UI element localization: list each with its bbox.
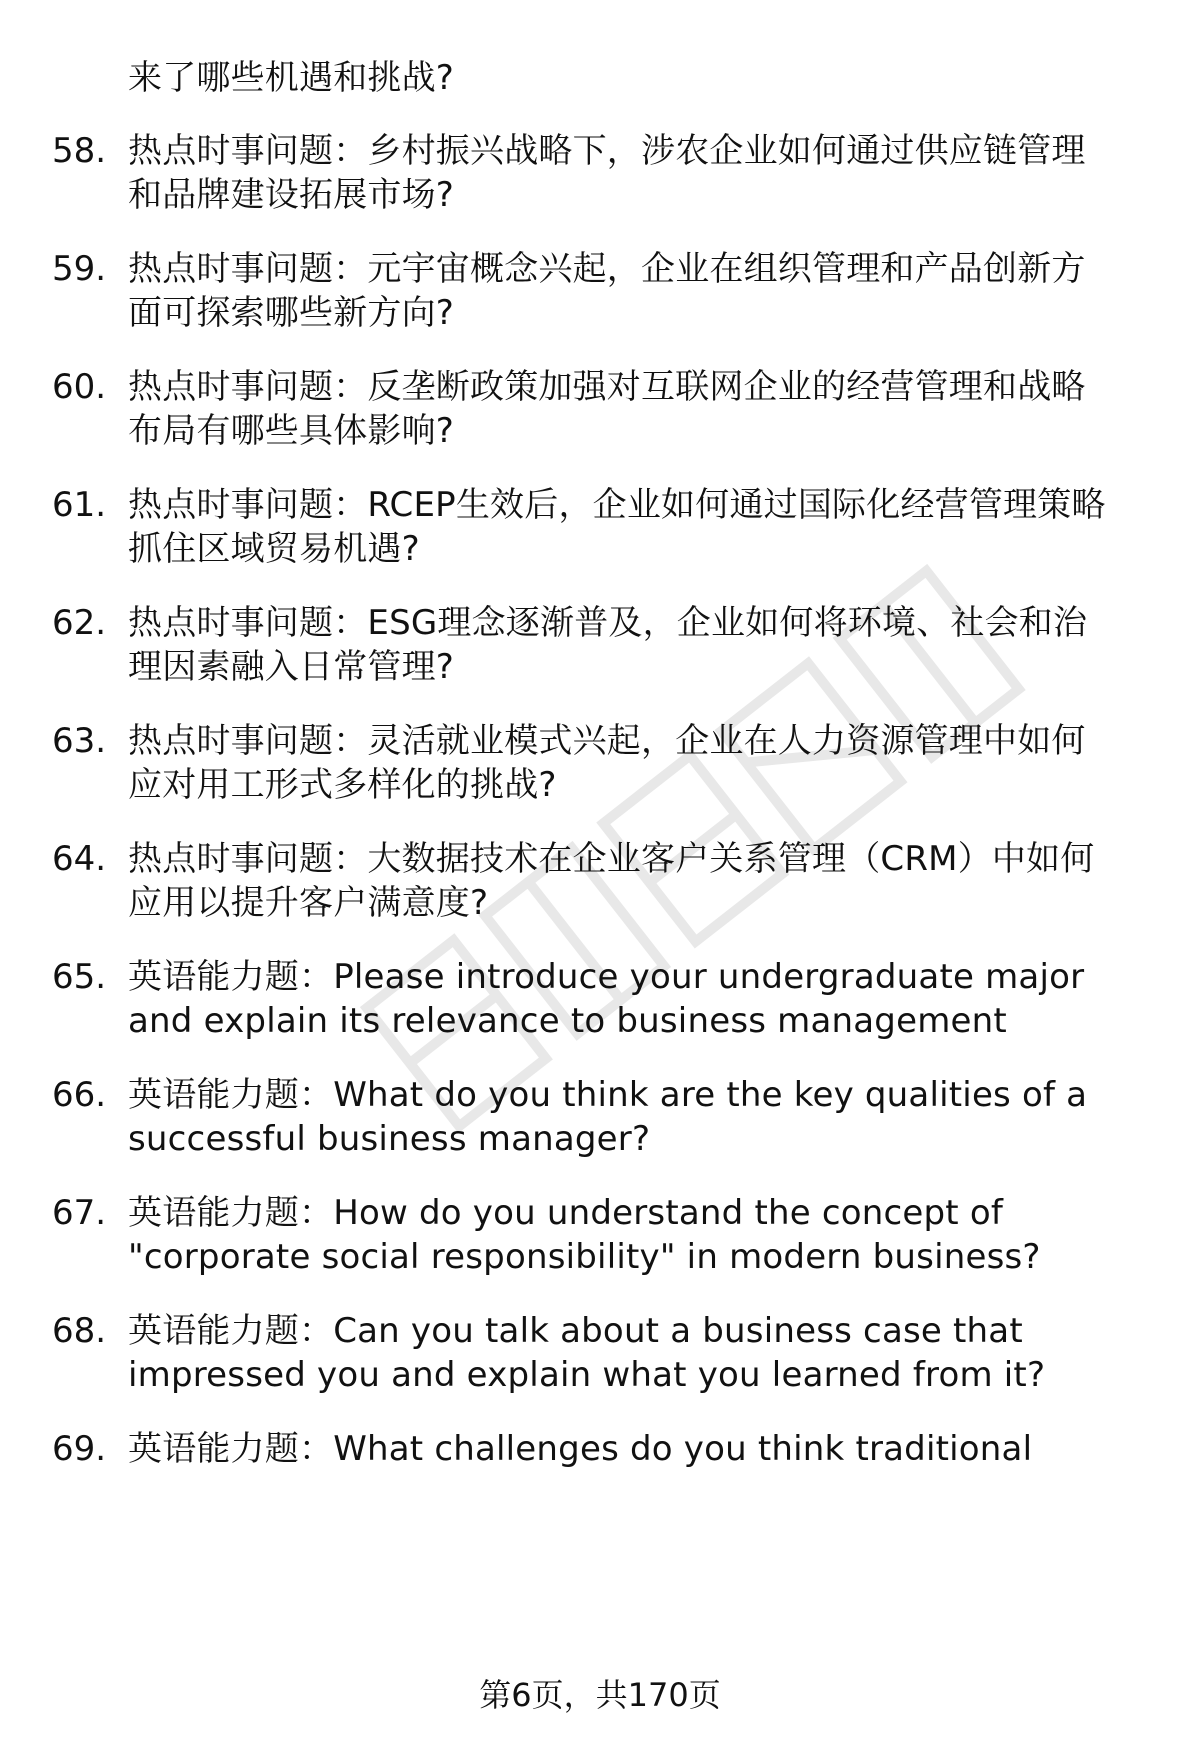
question-65-line-2: and explain its relevance to business management — [128, 1001, 1007, 1041]
question-68-line-2: impressed you and explain what you learned from it? — [128, 1355, 1046, 1395]
question-number-62: 62. — [52, 603, 107, 643]
question-number-65: 65. — [52, 957, 107, 997]
question-62-line-1: 热点时事问题：ESG理念逐渐普及，企业如何将环境、社会和治 — [128, 603, 1088, 643]
question-64-line-2: 应用以提升客户满意度? — [128, 883, 489, 923]
question-number-61: 61. — [52, 485, 107, 525]
question-number-64: 64. — [52, 839, 107, 879]
question-number-68: 68. — [52, 1311, 107, 1351]
question-58-line-1: 热点时事问题：乡村振兴战略下，涉农企业如何通过供应链管理 — [128, 131, 1086, 171]
question-63-line-1: 热点时事问题：灵活就业模式兴起，企业在人力资源管理中如何 — [128, 721, 1086, 761]
question-61-line-2: 抓住区域贸易机遇? — [128, 529, 420, 569]
page-footer: 第6页，共170页 — [479, 1676, 721, 1714]
question-number-59: 59. — [52, 249, 107, 289]
question-66-line-2: successful business manager? — [128, 1119, 651, 1159]
question-67-line-1: 英语能力题：How do you understand the concept of — [128, 1193, 1004, 1233]
question-68-line-1: 英语能力题：Can you talk about a business case that — [128, 1311, 1023, 1351]
question-58-line-2: 和品牌建设拓展市场? — [128, 175, 455, 215]
continuation-line: 来了哪些机遇和挑战? — [128, 58, 455, 98]
question-number-63: 63. — [52, 721, 107, 761]
question-62-line-2: 理因素融入日常管理? — [128, 647, 455, 687]
question-number-66: 66. — [52, 1075, 107, 1115]
question-60-line-1: 热点时事问题：反垄断政策加强对互联网企业的经营管理和战略 — [128, 367, 1086, 407]
question-64-line-1: 热点时事问题：大数据技术在企业客户关系管理（CRM）中如何 — [128, 839, 1095, 879]
question-66-line-1: 英语能力题：What do you think are the key qualities of a — [128, 1075, 1088, 1115]
question-number-60: 60. — [52, 367, 107, 407]
question-number-69: 69. — [52, 1429, 107, 1469]
question-60-line-2: 布局有哪些具体影响? — [128, 411, 455, 451]
question-number-58: 58. — [52, 131, 107, 171]
question-number-67: 67. — [52, 1193, 107, 1233]
question-65-line-1: 英语能力题：Please introduce your undergraduate major — [128, 957, 1085, 997]
question-59-line-2: 面可探索哪些新方向? — [128, 293, 455, 333]
question-63-line-2: 应对用工形式多样化的挑战? — [128, 765, 557, 805]
question-69-line-1: 英语能力题：What challenges do you think traditional — [128, 1429, 1033, 1469]
question-61-line-1: 热点时事问题：RCEP生效后，企业如何通过国际化经营管理策略 — [128, 485, 1106, 525]
question-59-line-1: 热点时事问题：元宇宙概念兴起，企业在组织管理和产品创新方 — [128, 249, 1086, 289]
question-67-line-2: "corporate social responsibility" in modern business? — [128, 1237, 1041, 1277]
